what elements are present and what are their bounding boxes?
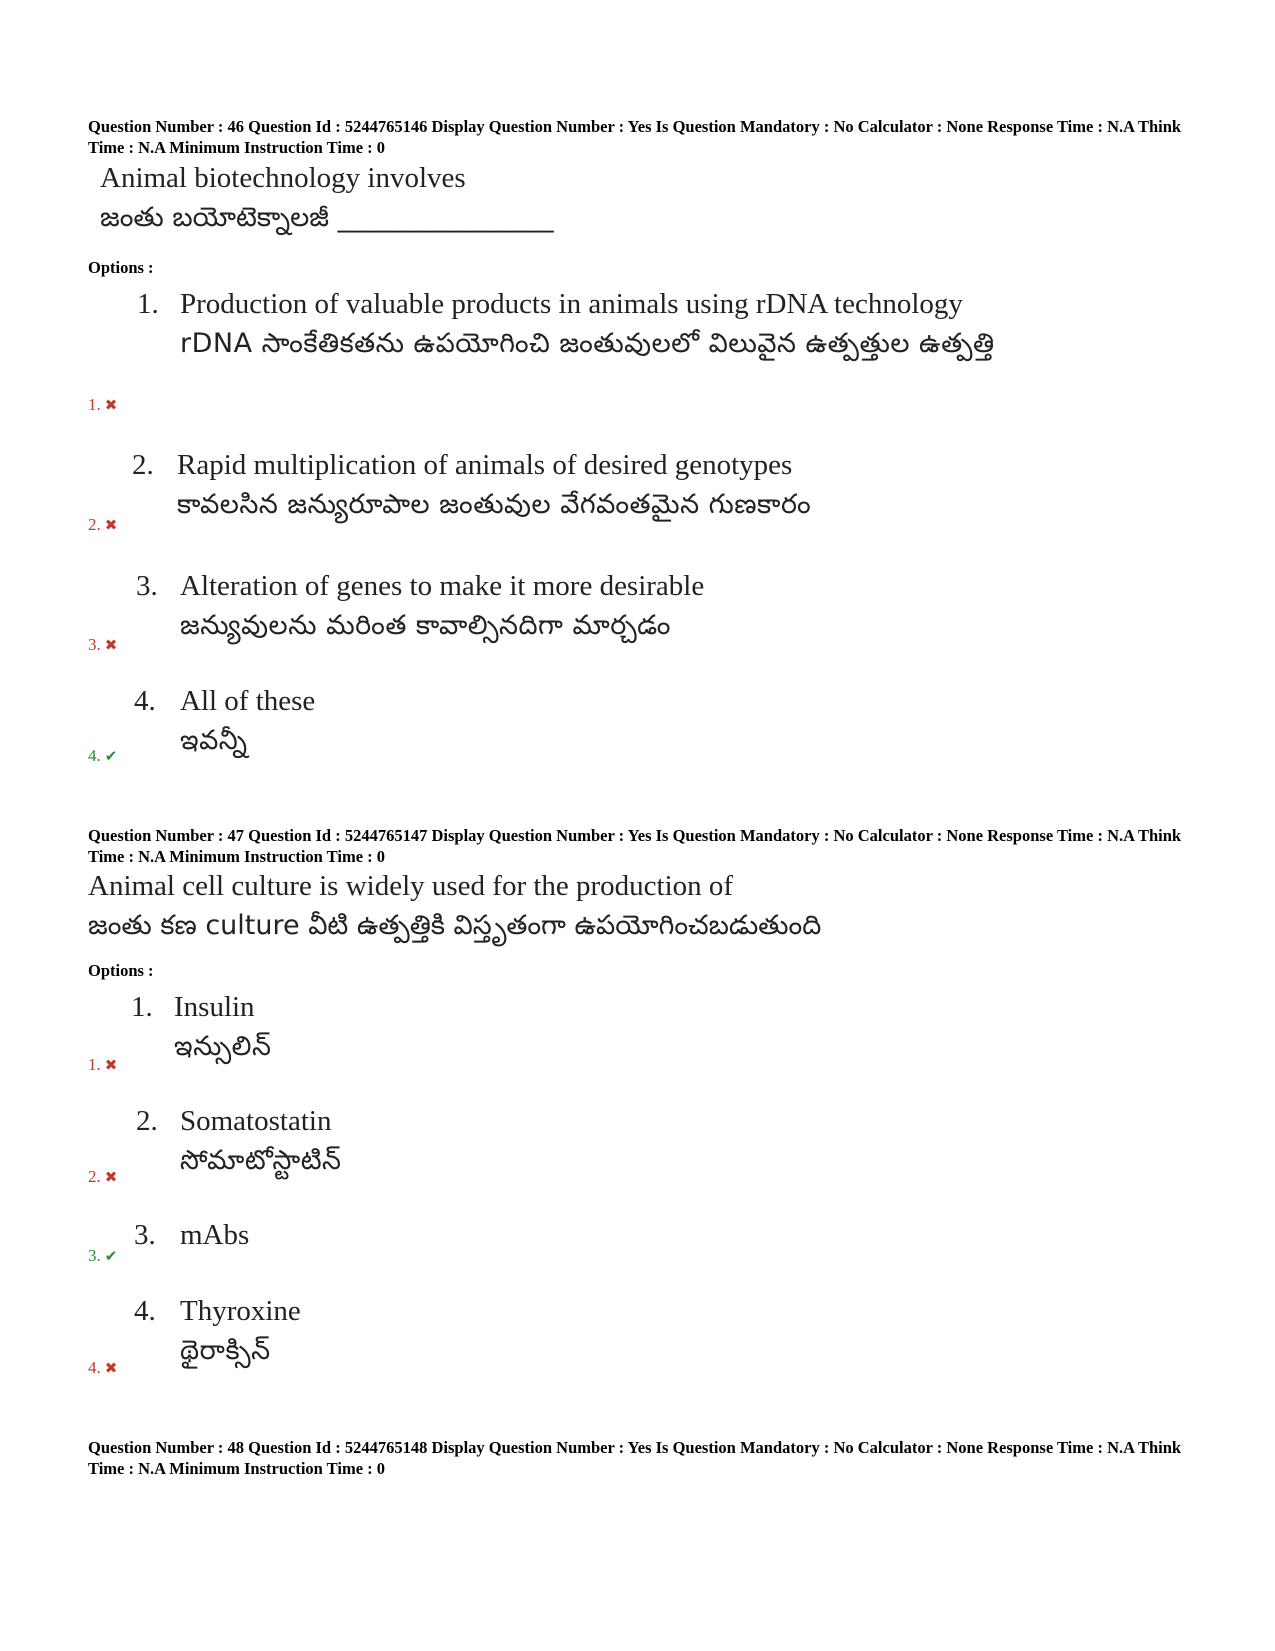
- q46-option-3-number: 3.: [136, 570, 158, 602]
- q46-option-3: [180, 566, 1180, 646]
- question-46-stem-english: Animal biotechnology involves: [100, 162, 466, 194]
- q46-option-3-english: Alteration of genes to make it more desirable: [180, 570, 705, 602]
- q46-option-1-english: Production of valuable products in animals using rDNA technology: [180, 288, 963, 320]
- question-47-meta: Question Number : 47 Question Id : 5244765147 Display Question Number : Yes Is Question Mandatory : No Calculator : None Response Time : N.A Think Time : N.A Minimum Instruction Time : 0: [88, 826, 1182, 866]
- q47-option-4: [180, 1291, 1180, 1371]
- question-46-stem-telugu: జంతు బయోటెక్నాలజీ ________________: [100, 202, 554, 233]
- check-icon: ✔: [104, 749, 118, 765]
- q47-option-1-number: 1.: [131, 991, 153, 1023]
- q46-option-2-number: 2.: [132, 449, 154, 481]
- q46-option-3-marker: 3. ✖: [88, 635, 118, 654]
- cross-icon: ✖: [104, 1058, 118, 1074]
- q46-option-1-telugu: rDNA సాంకేతికతను ఉపయోగించి జంతువులలో విలువైన ఉత్పత్తుల ఉత్పత్తి: [180, 328, 995, 359]
- q46-option-4-telugu: ఇవన్నీ: [180, 725, 248, 756]
- cross-icon: ✖: [104, 638, 118, 654]
- q47-option-3-number: 3.: [134, 1219, 156, 1251]
- q46-option-2-marker: 2. ✖: [88, 515, 118, 534]
- check-icon: ✔: [104, 1249, 118, 1265]
- q46-option-2-telugu: కావలసిన జన్యురూపాల జంతువుల వేగవంతమైన గుణకారం: [177, 489, 812, 520]
- q46-option-2-english: Rapid multiplication of animals of desired genotypes: [177, 449, 793, 481]
- q46-option-1-number: 1.: [137, 288, 159, 320]
- q46-option-4: [180, 681, 1180, 761]
- question-46-meta: Question Number : 46 Question Id : 5244765146 Display Question Number : Yes Is Question Mandatory : No Calculator : None Response Time : N.A Think Time : N.A Minimum Instruction Time : 0: [88, 117, 1182, 157]
- question-48-meta: Question Number : 48 Question Id : 5244765148 Display Question Number : Yes Is Question Mandatory : No Calculator : None Response Time : N.A Think Time : N.A Minimum Instruction Time : 0: [88, 1438, 1182, 1478]
- q46-option-3-telugu: జన్యువులను మరింత కావాల్సినదిగా మార్చడం: [180, 610, 671, 641]
- q46-option-2: [177, 445, 1177, 525]
- cross-icon: ✖: [104, 1361, 118, 1377]
- q47-option-1: [174, 987, 1174, 1067]
- q46-option-1: [180, 284, 1160, 364]
- question-46-options-label: Options :: [88, 258, 154, 277]
- q47-option-1-marker: 1. ✖: [88, 1055, 118, 1074]
- q47-option-4-english: Thyroxine: [180, 1295, 301, 1327]
- q47-option-2-marker: 2. ✖: [88, 1167, 118, 1186]
- q47-option-4-number: 4.: [134, 1295, 156, 1327]
- cross-icon: ✖: [104, 518, 118, 534]
- q47-option-2-english: Somatostatin: [180, 1105, 332, 1137]
- question-46-stem: [100, 158, 554, 238]
- q46-option-4-number: 4.: [134, 685, 156, 717]
- q47-option-4-telugu: థైరాక్సిన్: [180, 1335, 271, 1366]
- question-47-stem-english: Animal cell culture is widely used for the production of: [88, 870, 734, 902]
- q47-option-3-marker: 3. ✔: [88, 1246, 118, 1265]
- q47-option-2-number: 2.: [136, 1105, 158, 1137]
- q46-option-4-english: All of these: [180, 685, 316, 717]
- q47-option-3-english: mAbs: [180, 1219, 250, 1251]
- cross-icon: ✖: [104, 398, 118, 414]
- q47-option-1-telugu: ఇన్సులిన్: [174, 1031, 272, 1062]
- q47-option-4-marker: 4. ✖: [88, 1358, 118, 1377]
- q47-option-2: [180, 1101, 1180, 1181]
- q46-option-4-marker: 4. ✔: [88, 746, 118, 765]
- q46-option-1-marker: 1. ✖: [88, 395, 118, 414]
- question-47-stem-telugu: జంతు కణ culture వీటి ఉత్పత్తికి విస్తృతంగా ఉపయోగించబడుతుంది: [88, 910, 822, 941]
- question-47-stem: [88, 866, 821, 946]
- q47-option-2-telugu: సోమాటోస్టాటిన్: [180, 1145, 342, 1176]
- cross-icon: ✖: [104, 1170, 118, 1186]
- q47-option-1-english: Insulin: [174, 991, 255, 1023]
- question-47-options-label: Options :: [88, 961, 154, 980]
- q47-option-3: [180, 1215, 1180, 1255]
